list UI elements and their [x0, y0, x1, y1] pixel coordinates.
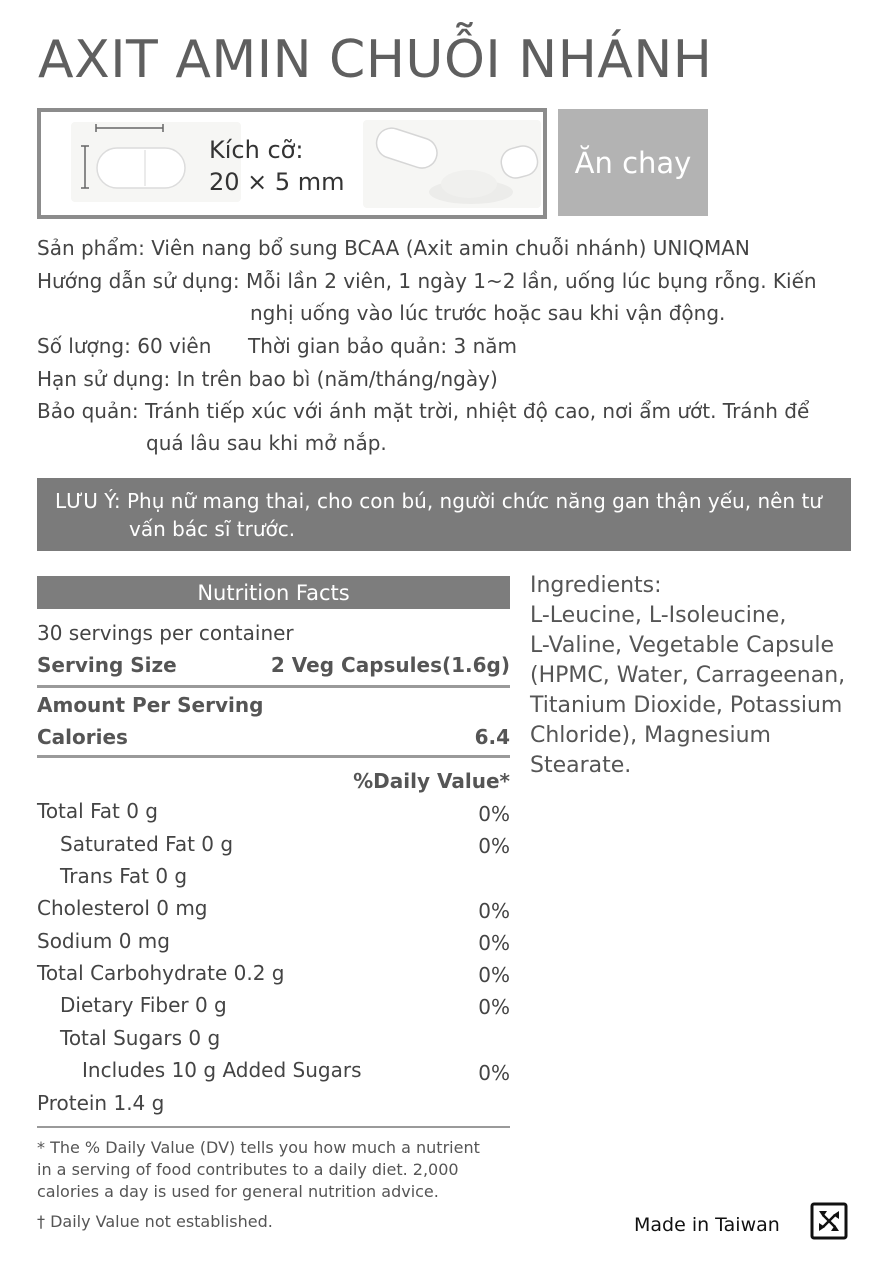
nutrient-row [37, 896, 510, 923]
nutrient-label: Protein 1.4 g [37, 1091, 165, 1115]
page-title: AXIT AMIN CHUỖI NHÁNH [38, 30, 713, 90]
servings-per-container: 30 servings per container [37, 621, 294, 645]
size-label-line1: Kích cỡ: [209, 136, 304, 164]
shelf-life-line: Thời gian bảo quản: 3 năm [248, 334, 518, 358]
serving-size-row [37, 653, 510, 677]
amount-per-serving: Amount Per Serving [37, 693, 264, 717]
footnote-dagger: † Daily Value not established. [37, 1212, 273, 1231]
ingredients-line: L-Leucine, L-Isoleucine, [530, 603, 787, 628]
nutrient-row [37, 799, 510, 826]
product-line: Sản phẩm: Viên nang bổ sung BCAA (Axit amin chuỗi nhánh) UNIQMAN [37, 236, 750, 260]
capsule-powder-icon [363, 120, 541, 208]
warning-line1: LƯU Ý: Phụ nữ mang thai, cho con bú, người chức năng gan thận yếu, nên tư [55, 489, 822, 513]
storage-line1: Bảo quản: Tránh tiếp xúc với ánh mặt trời, nhiệt độ cao, nơi ẩm ướt. Tránh để [37, 399, 810, 423]
nutrient-dv: 0% [478, 931, 510, 955]
nutrient-label: Trans Fat 0 g [60, 864, 188, 888]
nutrient-dv: 0% [478, 834, 510, 858]
nutrient-dv: 0% [478, 802, 510, 826]
ingredients-line: Chloride), Magnesium [530, 723, 771, 748]
capsule-size-label [209, 134, 345, 198]
made-in-label: Made in Taiwan [634, 1214, 780, 1236]
capsule-size-box [37, 108, 547, 219]
usage-line2: nghị uống vào lúc trước hoặc sau khi vận động. [250, 301, 726, 325]
nutrient-dv: 0% [478, 963, 510, 987]
nutrient-label: Total Fat 0 g [37, 799, 158, 823]
nutrition-divider [37, 685, 510, 688]
serving-size-label: Serving Size [37, 653, 177, 677]
ingredients-line: Titanium Dioxide, Potassium [530, 693, 843, 718]
nutrition-facts-header: Nutrition Facts [37, 576, 510, 609]
nutrient-label: Total Carbohydrate 0.2 g [37, 961, 285, 985]
nutrient-row [37, 961, 510, 985]
nutrient-row [37, 864, 510, 888]
nutrient-label: Includes 10 g Added Sugars [82, 1058, 362, 1082]
nutrient-label: Cholesterol 0 mg [37, 896, 208, 920]
calories-row [37, 725, 510, 749]
warning-banner [37, 478, 851, 551]
nutrient-row [37, 1058, 510, 1085]
nutrient-label: Saturated Fat 0 g [60, 832, 234, 856]
recycling-symbol-icon [810, 1202, 848, 1240]
usage-line1: Hướng dẫn sử dụng: Mỗi lần 2 viên, 1 ngày 1~2 lần, uống lúc bụng rỗng. Kiến [37, 269, 817, 293]
ingredients-line: L-Valine, Vegetable Capsule [530, 633, 834, 658]
ingredients-line: (HPMC, Water, Carrageenan, [530, 663, 846, 688]
footnote-line2: in a serving of food contributes to a daily diet. 2,000 [37, 1160, 459, 1179]
nutrient-label: Total Sugars 0 g [60, 1026, 221, 1050]
serving-size-value: 2 Veg Capsules(1.6g) [270, 653, 510, 677]
size-label-line2: 20 × 5 mm [209, 168, 345, 196]
nutrient-label: Sodium 0 mg [37, 929, 170, 953]
ingredients-line: Stearate. [530, 753, 632, 778]
calories-label: Calories [37, 725, 128, 749]
footnote-line1: * The % Daily Value (DV) tells you how much a nutrient [37, 1138, 480, 1157]
ingredients-block [530, 571, 870, 781]
calories-value: 6.4 [474, 725, 510, 749]
vegetarian-badge: Ăn chay [558, 109, 708, 216]
daily-value-header: %Daily Value* [353, 769, 510, 793]
warning-line2: vấn bác sĩ trước. [129, 517, 296, 541]
expiry-line: Hạn sử dụng: In trên bao bì (năm/tháng/ngày) [37, 367, 498, 391]
nutrient-row [37, 993, 510, 1017]
nutrition-divider [37, 1126, 510, 1128]
ingredients-line: Ingredients: [530, 573, 662, 598]
nutrient-row [37, 832, 510, 856]
storage-line2: quá lâu sau khi mở nắp. [146, 431, 387, 455]
nutrient-dv: 0% [478, 1061, 510, 1085]
quantity-line: Số lượng: 60 viên [37, 334, 212, 358]
nutrition-divider [37, 755, 510, 758]
nutrient-row [37, 929, 510, 953]
nutrient-dv: 0% [478, 995, 510, 1019]
footnote-line3: calories a day is used for general nutrition advice. [37, 1182, 439, 1201]
nutrient-row [37, 1091, 510, 1115]
capsule-powder-photo [363, 120, 541, 208]
nutrient-dv: 0% [478, 899, 510, 923]
nutrient-row [37, 1026, 510, 1050]
nutrient-label: Dietary Fiber 0 g [60, 993, 227, 1017]
